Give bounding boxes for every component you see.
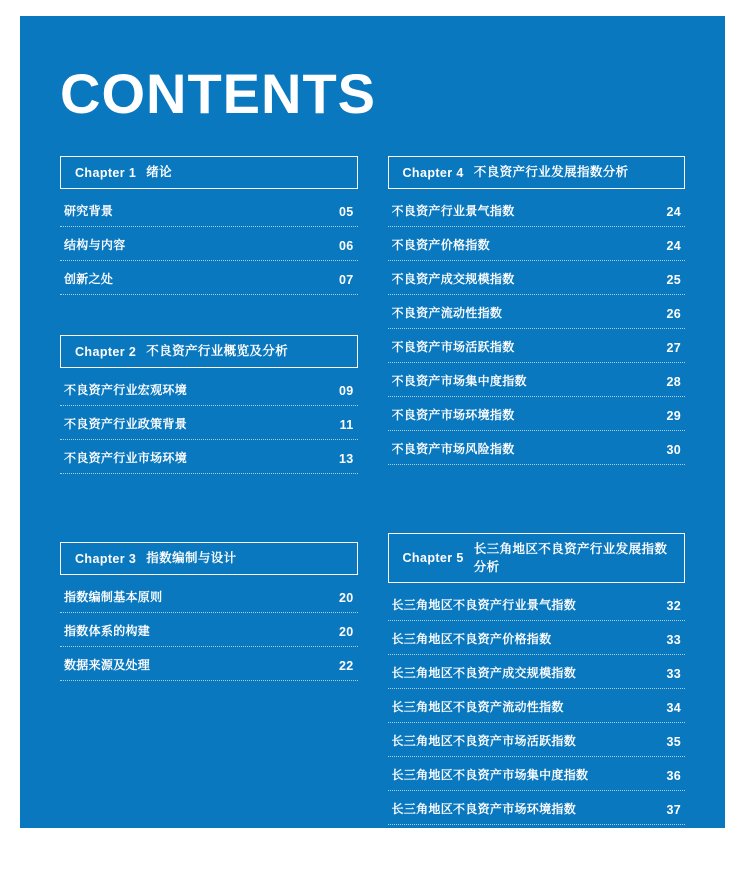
toc-entry[interactable]: [388, 757, 686, 791]
toc-entry[interactable]: [60, 227, 358, 261]
toc-entry-label: 长三角地区不良资产行业景气指数: [391, 598, 577, 613]
chapter-block-5: [388, 533, 686, 859]
chapter-entries-1: [60, 193, 358, 295]
chapter-entries-5: [388, 587, 686, 859]
contents-page: [20, 16, 725, 852]
toc-entry-page: 07: [338, 273, 354, 287]
toc-entry[interactable]: [60, 647, 358, 681]
toc-entry[interactable]: [388, 431, 686, 465]
toc-entry[interactable]: [60, 193, 358, 227]
chapter-name-2: 不良资产行业概览及分析: [146, 344, 289, 359]
toc-entry-label: 不良资产市场活跃指数: [391, 340, 515, 354]
toc-entry[interactable]: [388, 723, 686, 757]
toc-entry-page: 20: [338, 591, 354, 605]
chapter-number-2: Chapter 2: [75, 344, 137, 359]
chapter-entries-4: [388, 193, 686, 465]
toc-entry-label: 长三角地区不良资产价格指数: [391, 632, 552, 647]
chapter-number-5: Chapter 5: [402, 551, 464, 566]
chapter-name-3: 指数编制与设计: [146, 551, 237, 566]
chapter-heading-1[interactable]: [60, 156, 358, 189]
toc-entry-label: 不良资产价格指数: [391, 238, 490, 252]
toc-entry-label: 不良资产市场风险指数: [391, 442, 515, 456]
toc-entry-label: 长三角地区不良资产成交规模指数: [391, 666, 577, 681]
column-spacer: [60, 500, 358, 542]
chapter-entries-2: [60, 372, 358, 474]
toc-entry[interactable]: [388, 621, 686, 655]
toc-entry[interactable]: [60, 372, 358, 406]
toc-entry-label: 不良资产成交规模指数: [391, 272, 515, 286]
toc-entry[interactable]: [388, 791, 686, 825]
chapter-heading-5[interactable]: [388, 533, 686, 583]
toc-entry[interactable]: [60, 440, 358, 474]
toc-entry-page: 25: [666, 273, 681, 287]
toc-entry[interactable]: [388, 397, 686, 431]
toc-entry-page: 09: [338, 384, 354, 398]
toc-entry[interactable]: [60, 406, 358, 440]
chapter-name-5: 长三角地区不良资产行业发展指数分析: [473, 542, 668, 575]
toc-entry-page: 24: [666, 239, 681, 253]
chapter-number-3: Chapter 3: [75, 551, 137, 566]
toc-entry-page: 30: [666, 443, 681, 457]
toc-entry-page: 06: [338, 239, 354, 253]
toc-entry[interactable]: [60, 613, 358, 647]
toc-entry-page: 38: [666, 837, 681, 852]
chapter-name-4: 不良资产行业发展指数分析: [473, 165, 629, 180]
toc-entry-page: 11: [339, 418, 354, 432]
toc-entry-page: 05: [338, 205, 354, 219]
toc-entry-page: 32: [666, 599, 681, 614]
toc-entry-page: 13: [338, 452, 354, 466]
toc-entry-label: 长三角地区不良资产市场集中度指数: [391, 768, 589, 783]
chapter-block-4: [388, 156, 686, 465]
toc-entry[interactable]: [388, 193, 686, 227]
column-spacer: [60, 321, 358, 335]
chapter-heading-4[interactable]: [388, 156, 686, 189]
toc-entry[interactable]: [388, 261, 686, 295]
toc-entry-page: 37: [666, 803, 681, 818]
toc-entry-label: 研究背景: [64, 204, 114, 218]
toc-entry-page: 22: [338, 659, 354, 673]
toc-entry-label: 指数体系的构建: [64, 624, 151, 638]
toc-entry-page: 33: [666, 667, 681, 682]
toc-entry[interactable]: [388, 825, 686, 859]
toc-entry-label: 长三角地区不良资产市场环境指数: [391, 802, 577, 817]
toc-entry[interactable]: [388, 587, 686, 621]
toc-entry[interactable]: [388, 655, 686, 689]
chapter-number-1: Chapter 1: [75, 165, 137, 180]
contents-columns: [60, 156, 685, 885]
page-title: CONTENTS: [60, 62, 376, 125]
toc-entry-page: 36: [666, 769, 681, 784]
toc-entry-label: 不良资产行业政策背景: [64, 417, 188, 431]
column-spacer: [388, 491, 686, 533]
toc-entry-label: 不良资产行业市场环境: [64, 451, 188, 465]
toc-entry[interactable]: [388, 329, 686, 363]
toc-entry-label: 长三角地区不良资产市场风险指数: [391, 836, 577, 851]
toc-entry-label: 不良资产流动性指数: [391, 306, 503, 320]
chapter-entries-3: [60, 579, 358, 681]
toc-entry[interactable]: [388, 689, 686, 723]
toc-entry-page: 34: [666, 701, 681, 716]
chapter-heading-3[interactable]: [60, 542, 358, 575]
toc-entry[interactable]: [388, 295, 686, 329]
toc-entry-label: 创新之处: [64, 272, 114, 286]
toc-entry-page: 26: [666, 307, 681, 321]
toc-entry-label: 长三角地区不良资产市场活跃指数: [391, 734, 577, 749]
chapter-name-1: 绪论: [146, 165, 173, 180]
left-column: [60, 156, 358, 885]
toc-entry-label: 指数编制基本原则: [64, 590, 163, 604]
chapter-block-3: [60, 542, 358, 681]
toc-entry-label: 结构与内容: [64, 238, 126, 252]
toc-entry-page: 20: [338, 625, 354, 639]
toc-entry-page: 33: [666, 633, 681, 648]
toc-entry[interactable]: [60, 261, 358, 295]
toc-entry-page: 29: [666, 409, 681, 423]
toc-entry-label: 长三角地区不良资产流动性指数: [391, 700, 564, 715]
toc-entry-label: 不良资产行业景气指数: [391, 204, 515, 218]
chapter-block-2: [60, 335, 358, 474]
toc-entry-page: 24: [666, 205, 681, 219]
toc-entry-label: 不良资产市场集中度指数: [391, 374, 527, 388]
toc-entry-label: 不良资产市场环境指数: [391, 408, 515, 422]
toc-entry-page: 28: [666, 375, 681, 389]
toc-entry-page: 35: [666, 735, 681, 750]
toc-entry-label: 不良资产行业宏观环境: [64, 383, 188, 397]
chapter-number-4: Chapter 4: [402, 165, 464, 180]
toc-entry[interactable]: [388, 227, 686, 261]
toc-entry-label: 数据来源及处理: [64, 658, 151, 672]
right-column: [388, 156, 686, 885]
toc-entry[interactable]: [388, 363, 686, 397]
chapter-heading-2[interactable]: [60, 335, 358, 368]
toc-entry-page: 27: [666, 341, 681, 355]
toc-entry[interactable]: [60, 579, 358, 613]
chapter-block-1: [60, 156, 358, 295]
